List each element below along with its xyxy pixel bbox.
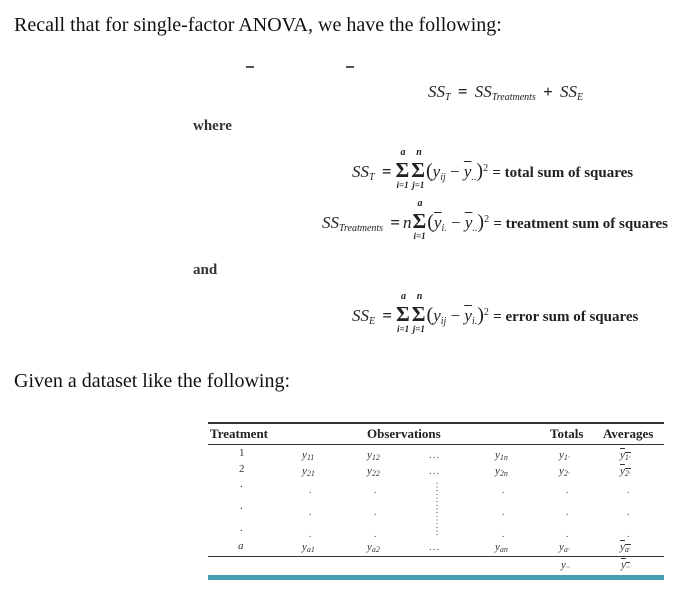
given-text: Given a dataset like the following: (14, 370, 291, 392)
dash-mark (346, 66, 354, 68)
treatment-value: 1 (239, 447, 245, 459)
observation-cell: $y_{21}$ (302, 465, 315, 478)
average-cell: $y_{2\cdot}$ (620, 465, 631, 478)
observation-cell: $y_{12}$ (367, 449, 380, 462)
error-sum-of-squares-equation: $SS_E = \Sigma$ a i=1 Σ n j=1 $(y_{ij} - \overline{y}_{i.})^2$ = error sum of squares (352, 291, 639, 334)
treatment-desc: = treatment sum of squares (493, 216, 668, 232)
treatment-value: . (240, 500, 243, 512)
treatment-sum-of-squares-equation: $SS_{Treatments} = n\Sigma$ a i=1 $(\overline{y}_{i.} - \overline{y}_{..})^2$ = treatment sum of squares (322, 198, 668, 241)
header-treatment: Treatment (210, 426, 268, 441)
average-cell: $y_{a\cdot}$ (620, 541, 631, 554)
treatment-value: . (240, 478, 243, 490)
continuation-dots: . . . (309, 485, 312, 540)
observation-cell: $y_{an}$ (495, 541, 508, 554)
total-cell: $y_{1\cdot}$ (559, 449, 570, 462)
grand-average-cell: $y_{\cdot\cdot}$ (621, 559, 630, 572)
where-label: where (193, 118, 232, 134)
average-cell: $y_{1\cdot}$ (620, 449, 631, 462)
ellipsis: ... (429, 465, 441, 477)
continuation-dots: ⋮ ⋮ ⋮ ⋮ ⋮ (432, 482, 442, 537)
observation-cell: $y_{11}$ (302, 449, 315, 462)
header-observations: Observations (367, 426, 441, 441)
observation-cell: $y_{1n}$ (495, 449, 508, 462)
continuation-dots: . . . (502, 485, 505, 540)
total-desc: = total sum of squares (492, 165, 634, 181)
dash-mark (246, 66, 254, 68)
ellipsis: ... (429, 449, 441, 461)
and-label: and (193, 262, 218, 278)
continuation-dots: . . . (374, 485, 377, 540)
table-top-rule (208, 422, 664, 424)
observation-cell: $y_{a2}$ (367, 541, 380, 554)
header-rule (208, 444, 664, 445)
grand-total-cell: $y_{\cdot\cdot}$ (561, 559, 570, 572)
observation-cell: $y_{a1}$ (302, 541, 315, 554)
total-cell: $y_{2\cdot}$ (559, 465, 570, 478)
treatment-value: . (240, 522, 243, 534)
header-totals: Totals (550, 426, 584, 441)
table-bottom-bar (208, 575, 664, 580)
anova-identity-equation: $SS_T = SS_{Treatments} + SS_E$ (428, 82, 584, 103)
ellipsis: ... (429, 541, 441, 553)
observation-cell: $y_{2n}$ (495, 465, 508, 478)
treatment-value: 2 (239, 463, 245, 475)
observation-cell: $y_{22}$ (367, 465, 380, 478)
total-sum-of-squares-equation: $SS_T = \Sigma$ a i=1 Σ n j=1 $(y_{ij} - \overline{y}_{..})^2$ = total sum of squares (352, 147, 634, 190)
total-cell: $y_{a\cdot}$ (559, 541, 570, 554)
body-rule (208, 556, 664, 557)
intro-text: Recall that for single-factor ANOVA, we have the following: (14, 14, 502, 36)
error-desc: = error sum of squares (493, 309, 639, 325)
header-averages: Averages (603, 426, 654, 441)
treatment-value: a (238, 540, 244, 552)
continuation-dots: . . . (566, 485, 569, 540)
continuation-dots: . . . (627, 485, 630, 540)
